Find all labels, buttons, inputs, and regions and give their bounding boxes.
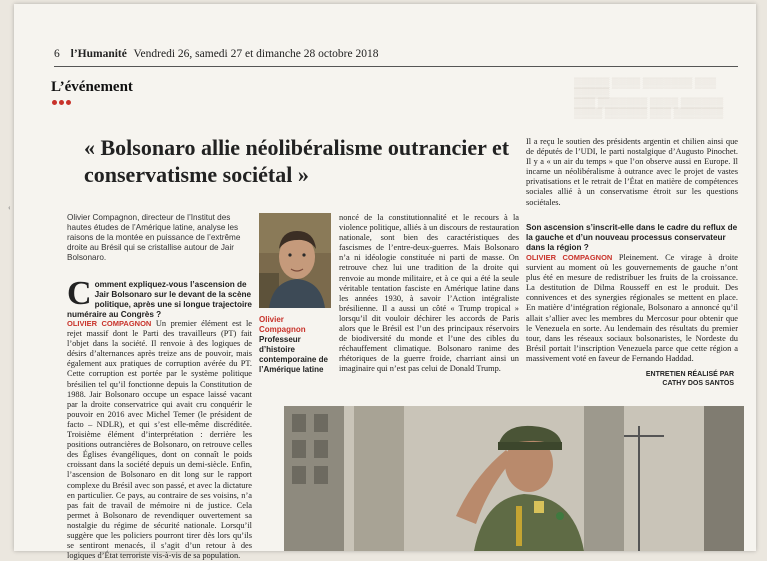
- answer-1: [67, 319, 252, 561]
- interview-credit: [614, 370, 734, 388]
- credit-line-2: CATHY DOS SANTOS: [662, 380, 734, 387]
- speaker-label-2: OLIVIER COMPAGNON: [526, 253, 613, 262]
- question-2: Son ascension s’inscrit-elle dans le cadre du reflux de la gauche et d’un nouveau processus conservateur dans la région ?: [526, 223, 738, 252]
- dropcap: C: [67, 275, 92, 312]
- header-divider: [54, 66, 738, 67]
- column-2-text: noncé de la constitutionnalité et le recours à la violence politique, alliés à un discours de restauration nationale, sont bien des caractéristiques des fascismes de l’entre-deux-guerres. Mais Bolsonaro n’a ni idéologie constituée ni parti de masse. On retrouve chez lui une tradition de la droite qui renvoie au monde militaire, et à ce qui a été la seule véritable tentation fasciste en Amérique latine dans les années 1930, à savoir l’Action intégraliste brésilienne. Il a aussi un côté « Trump tropical » lorsqu’il dit vouloir déchirer les accords de Paris alors que le Brésil est l’un des principaux réservoirs de biodiversité du monde et l’une des cibles du réchauffement climatique. Bolsonaro ranime des rhétoriques de la guerre froide, charriant ainsi un imaginaire qui n’est pas celui de Donald Trump.: [339, 213, 520, 374]
- author-photo: [259, 213, 331, 308]
- answer-2: [526, 253, 738, 364]
- caption-role: Professeur d’histoire contemporaine de l’Amérique latine: [259, 335, 328, 374]
- photo-caption: [259, 315, 331, 375]
- question-1-text: omment expliquez-vous l’ascension de Jair Bolsonaro sur le devant de la scène politique, après une si longue trajectoire numéraire au Congrès ?: [67, 280, 252, 319]
- credit-line-1: ENTRETIEN RÉALISÉ PAR: [645, 371, 734, 378]
- issue-date: Vendredi 26, samedi 27 et dimanche 28 octobre 2018: [133, 48, 379, 60]
- answer-2-text: Pleinement. Ce virage à droite survient au moment où les gouvernements de gauche n’ont plus été en mesure de redistribuer les fruits de la croissance. La destitution de Dilma Rousseff en est le produit. Des connivences et des synergies régionales se mettent en place. En matière d’intégration régionale, Bolsonaro a annoncé qu’il allait s’allier avec les membres du Mercosur pour obtenir que le Venezuela en sorte. Au lendemain des résultats du premier tour, dans les réseaux sociaux bolsonaristes, le Nordeste du Brésil portait l’inscription Venezuela parce que cette région a massivement voté en faveur de Fernando Haddad.: [526, 253, 738, 363]
- page-number: 6: [54, 48, 60, 60]
- caption-name: Olivier Compagnon: [259, 315, 306, 334]
- newspaper-page: [14, 4, 756, 561]
- section-label: L’événement: [51, 79, 133, 95]
- question-1: [67, 275, 252, 320]
- column-3-top-text: Il a reçu le soutien des présidents argentin et chilien ainsi que de députés de l’UDI, le parti nostalgique d’Augusto Pinochet. Il y a « un air du temps » que l’on observe aussi en Europe. Il incarne un néolibéralisme à outrance avec le projet de vastes privatisations et le retrait de l’État en matière de compétences sociales allié à un conservatisme étroit sur les questions sociétales.: [526, 137, 738, 207]
- speaker-label: OLIVIER COMPAGNON: [67, 319, 152, 328]
- section-dots-icon: [52, 100, 71, 105]
- headline: « Bolsonaro allie néolibéralisme outrancier et conservatisme sociétal »: [84, 135, 510, 187]
- newspaper-brand: l’Humanité: [70, 48, 127, 60]
- show-through-text: ▒▒▒▒▒ ▒▒▒▒ ▒▒▒▒▒▒▒ ▒▒▒ ▒▒▒▒▒ ▒▒▒ ▒▒▒▒▒▒▒ ▒▒▒▒ ▒▒▒▒▒▒ ▒▒▒▒ ▒▒▒▒▒▒ ▒▒▒ ▒▒▒▒▒▒▒: [574, 78, 724, 119]
- margin-mark: ‹: [8, 203, 11, 212]
- page-header: [54, 48, 736, 60]
- answer-1-text: Un premier élément est le rejet massif dont le Parti des travailleurs (PT) fait l’objet dans la société. Il renvoie à des logiques de désirs d’alternances après treize ans de pouvoir, mais également aux pratiques de corruption avérée du PT. Cette corruption est portée par le système politique brésilien tel qu’il fonctionne depuis la Constitution de 1988. Jair Bolsonaro occupe un espace laissé vacant par la droite conservatrice qui avait cru conquérir le pouvoir en 2016 avec Michel Temer (le président de facto – NDLR), et qui s’est elle-même discréditée. Troisième élément d’interprétation : derrière les positions outrancières de Bolsonaro, on retrouve celles des Églises évangéliques, dont on connaît le poids croissant dans la société depuis un demi-siècle. Enfin, l’ascension de Bolsonaro en dit long sur le rapport complexe du Brésil avec son passé, et avec la dictature en particulier. Ce pays, au contraire de ses voisins, n’a pas fait de travail de mémoire ni de justice. Cela permet à Bolsonaro de revendiquer ouvertement sa nostalgie du régime de sécurité nationale. Lorsqu’il suggère que les policiers pourront tirer dès lors qu’ils se sentiront menacés, il s’agit d’un retour à des logiques d’État terroriste vis-à-vis de sa population.: [67, 319, 252, 561]
- article-intro: Olivier Compagnon, directeur de l’Institut des hautes études de l’Amérique latine, analyse les raisons de la montée en puissance de l’extrême droite au Brésil qui se cristallise autour de Jair Bolsonaro.: [67, 213, 241, 262]
- street-art-photo: [284, 406, 744, 551]
